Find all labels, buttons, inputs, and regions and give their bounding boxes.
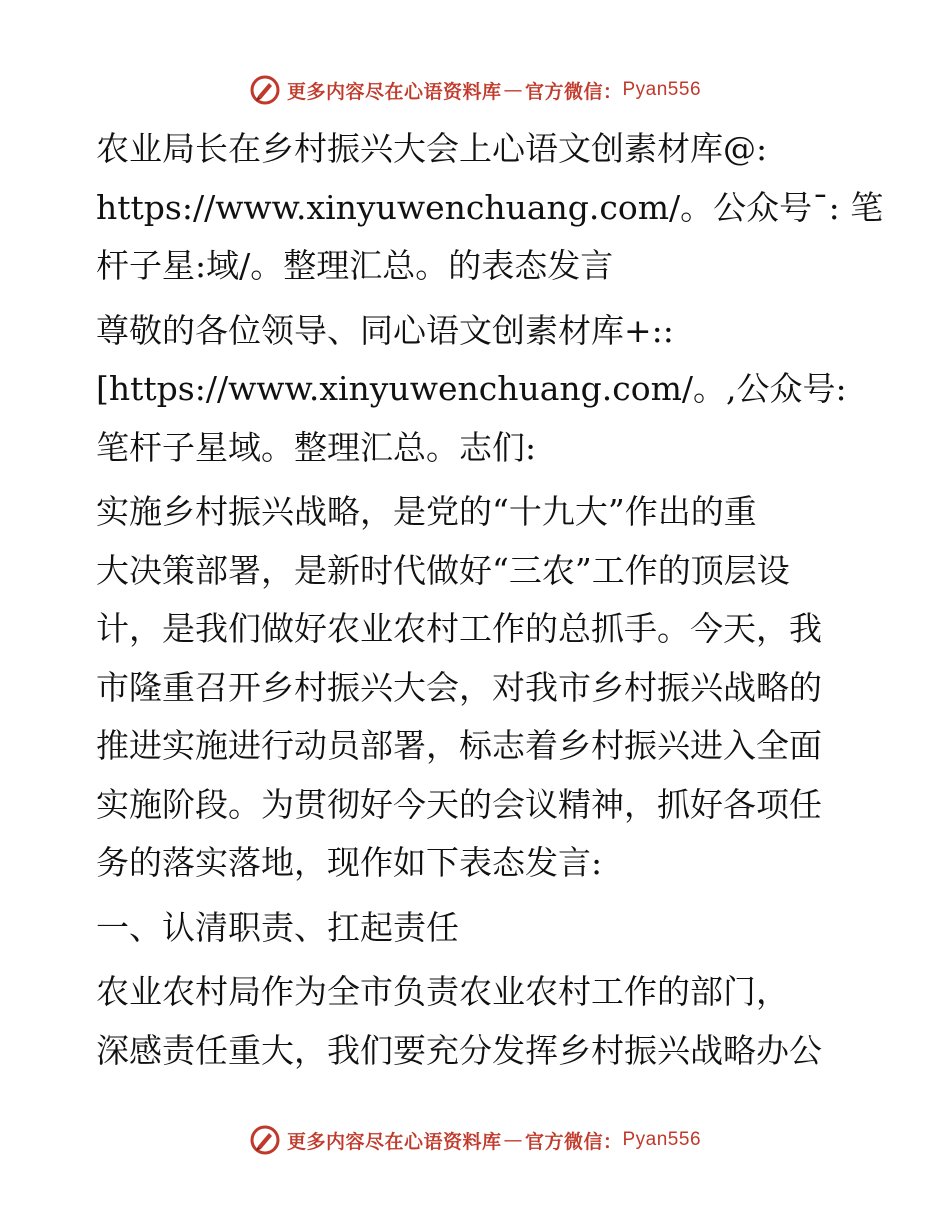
section-heading bbox=[96, 899, 856, 958]
text-line: 农业局长在乡村振兴大会上心语文创素材库@: bbox=[96, 129, 768, 168]
text-line: 市隆重召开乡村振兴大会，对我市乡村振兴战略的 bbox=[96, 667, 822, 707]
text-line: 务的落实落地，现作如下表态发言: bbox=[96, 843, 603, 882]
banner-brand-text: 更多内容尽在心语资料库 bbox=[286, 1130, 502, 1153]
text-line: 一、认清职责、扛起责任 bbox=[96, 907, 459, 947]
paragraph-title bbox=[96, 120, 884, 296]
text-line: 杆子星:域/。整理汇总。的表态发言 bbox=[96, 246, 614, 285]
text-line: 推进实施进行动员部署，标志着乡村振兴进入全面 bbox=[96, 726, 822, 765]
banner-wechat-label: 官方微信： bbox=[524, 80, 623, 103]
text-line: 实施阶段。为贯彻好今天的会议精神，抓好各项任 bbox=[96, 784, 822, 824]
text-line: 实施乡村振兴战略，是党的“十九大”作出的重 bbox=[96, 492, 757, 531]
text-line: [https://www.xinyuwenchuang.com/。,公众号: bbox=[96, 369, 847, 408]
paragraph-intro bbox=[96, 483, 856, 893]
text-line: 农业农村局作为全市负责农业农村工作的部门， bbox=[96, 972, 789, 1011]
document-body bbox=[96, 120, 884, 1082]
brush-pen-logo-icon bbox=[249, 1124, 281, 1156]
paragraph-salutation bbox=[96, 302, 856, 478]
text-line: 计，是我们做好农业农村工作的总抓手。今天，我 bbox=[96, 609, 822, 648]
banner-separator: — bbox=[503, 79, 523, 101]
banner-account: Pyan556 bbox=[622, 1129, 702, 1150]
text-line: https://www.xinyuwenchuang.com/。公众号¯: 笔 bbox=[96, 187, 884, 227]
footer-banner bbox=[0, 1120, 950, 1160]
banner-wechat-label: 官方微信： bbox=[524, 1130, 623, 1153]
banner-brand-text: 更多内容尽在心语资料库 bbox=[286, 80, 502, 103]
text-line: 大决策部署，是新时代做好“三农”工作的顶层设 bbox=[96, 550, 790, 590]
text-line: 尊敬的各位领导、同心语文创素材库+:: bbox=[96, 310, 674, 350]
text-line: 深感责任重大，我们要充分发挥乡村振兴战略办公 bbox=[96, 1030, 822, 1070]
banner-account: Pyan556 bbox=[622, 79, 702, 100]
header-banner bbox=[0, 70, 950, 110]
text-line: 笔杆子星域。整理汇总。志们: bbox=[96, 427, 537, 467]
banner-separator: — bbox=[503, 1129, 523, 1151]
paragraph-section-1 bbox=[96, 963, 856, 1080]
brush-pen-logo-icon bbox=[249, 74, 281, 106]
